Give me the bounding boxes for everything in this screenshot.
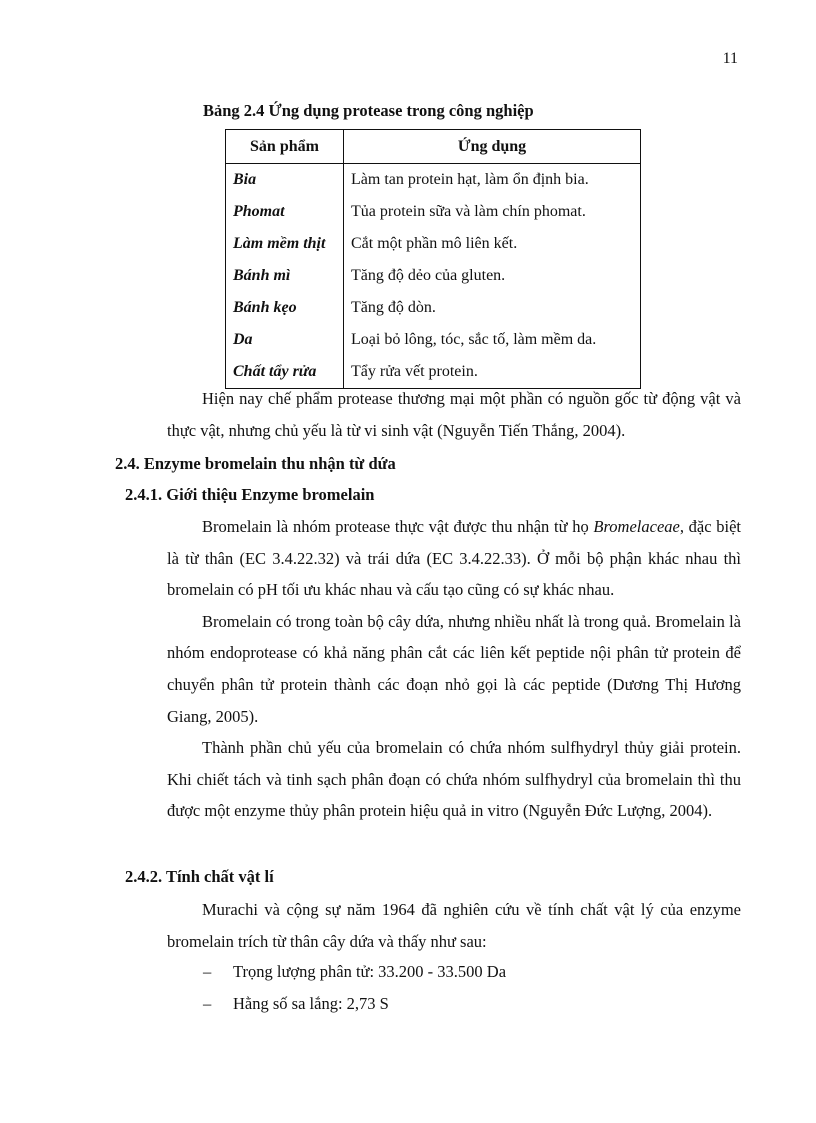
paragraph-murachi: Murachi và cộng sự năm 1964 đã nghiên cứu về tính chất vật lý của enzyme bromelain trích từ thân cây dứa và thấy như sau: — [167, 900, 741, 951]
application-cell: Cắt một phần mô liên kết. — [344, 228, 641, 260]
application-cell: Tủa protein sữa và làm chín phomat. — [344, 196, 641, 228]
header-product: Sản phẩm — [226, 130, 344, 164]
protease-applications-table — [225, 129, 641, 389]
dash-bullet-icon: – — [203, 962, 212, 981]
intro-paragraph-block — [167, 383, 741, 446]
table-row — [226, 292, 641, 324]
application-cell: Làm tan protein hạt, làm ổn định bia. — [344, 164, 641, 197]
table-row — [226, 164, 641, 197]
product-cell: Da — [226, 324, 344, 356]
application-cell: Tăng độ dòn. — [344, 292, 641, 324]
product-cell: Phomat — [226, 196, 344, 228]
paragraph-bromelain-composition: Thành phần chủ yếu của bromelain có chứa nhóm sulfhydryl thủy giải protein. Khi chiết tách và tinh sạch phân đoạn có chứa nhóm sulfhydryl của bromelain thì thu được một enzyme thủy phân protein hiệu quả in vitro (Nguyễn Đức Lượng, 2004). — [167, 738, 741, 821]
paragraph-text: Bromelain là nhóm protease thực vật được thu nhận từ họ — [202, 517, 594, 536]
application-cell: Loại bỏ lông, tóc, sắc tố, làm mềm da. — [344, 324, 641, 356]
product-cell: Bánh mì — [226, 260, 344, 292]
physical-properties-block — [167, 894, 741, 957]
paragraph-bromelain-definition — [167, 511, 741, 606]
application-cell: Tăng độ dẻo của gluten. — [344, 260, 641, 292]
dash-bullet-icon: – — [203, 994, 212, 1013]
table-row — [226, 324, 641, 356]
list-item — [203, 994, 389, 1014]
section-heading-2-4-1: 2.4.1. Giới thiệu Enzyme bromelain — [125, 485, 375, 504]
intro-paragraph: Hiện nay chế phẩm protease thương mại một phần có nguồn gốc từ động vật và thực vật, nhưng chủ yếu là từ vi sinh vật (Nguyễn Tiến Thắng, 2004). — [167, 389, 741, 440]
product-cell: Bia — [226, 164, 344, 197]
table-header-row — [226, 130, 641, 164]
header-application: Ứng dụng — [344, 130, 641, 164]
list-item-text: Hằng số sa lắng: 2,73 S — [233, 994, 389, 1013]
table-row — [226, 228, 641, 260]
intro-bromelain-block — [167, 511, 741, 827]
paragraph-text: , đặc biệt là từ thân (EC 3.4.22.32) và trái dứa (EC 3.4.22.33). Ở mỗi bộ phận khác nhau thì bromelain có pH tối ưu khác nhau và cấu tạo cũng có sự khác nhau. — [167, 517, 742, 600]
table-row — [226, 196, 641, 228]
list-item — [203, 962, 506, 982]
application-cell: Tẩy rửa vết protein. — [344, 356, 641, 389]
product-cell: Chất tẩy rửa — [226, 356, 344, 389]
page-number: 11 — [722, 50, 738, 67]
paragraph-bromelain-location: Bromelain có trong toàn bộ cây dứa, nhưng nhiều nhất là trong quả. Bromelain là nhóm endoprotease có khả năng phân cắt các liên kết peptide nội phân tử protein để chuyển phân tử protein thành các đoạn nhỏ gọi là các peptide (Dương Thị Hương Giang, 2005). — [167, 611, 741, 726]
product-cell: Bánh kẹo — [226, 292, 344, 324]
table-row — [226, 260, 641, 292]
section-heading-2-4-2: 2.4.2. Tính chất vật lí — [125, 867, 274, 886]
section-heading-2-4: 2.4. Enzyme bromelain thu nhận từ dứa — [115, 454, 396, 473]
table-caption: Bảng 2.4 Ứng dụng protease trong công nghiệp — [203, 101, 534, 120]
product-cell: Làm mềm thịt — [226, 228, 344, 260]
family-name-italic: Bromelaceae — [593, 517, 680, 536]
list-item-text: Trọng lượng phân tử: 33.200 - 33.500 Da — [233, 962, 507, 981]
